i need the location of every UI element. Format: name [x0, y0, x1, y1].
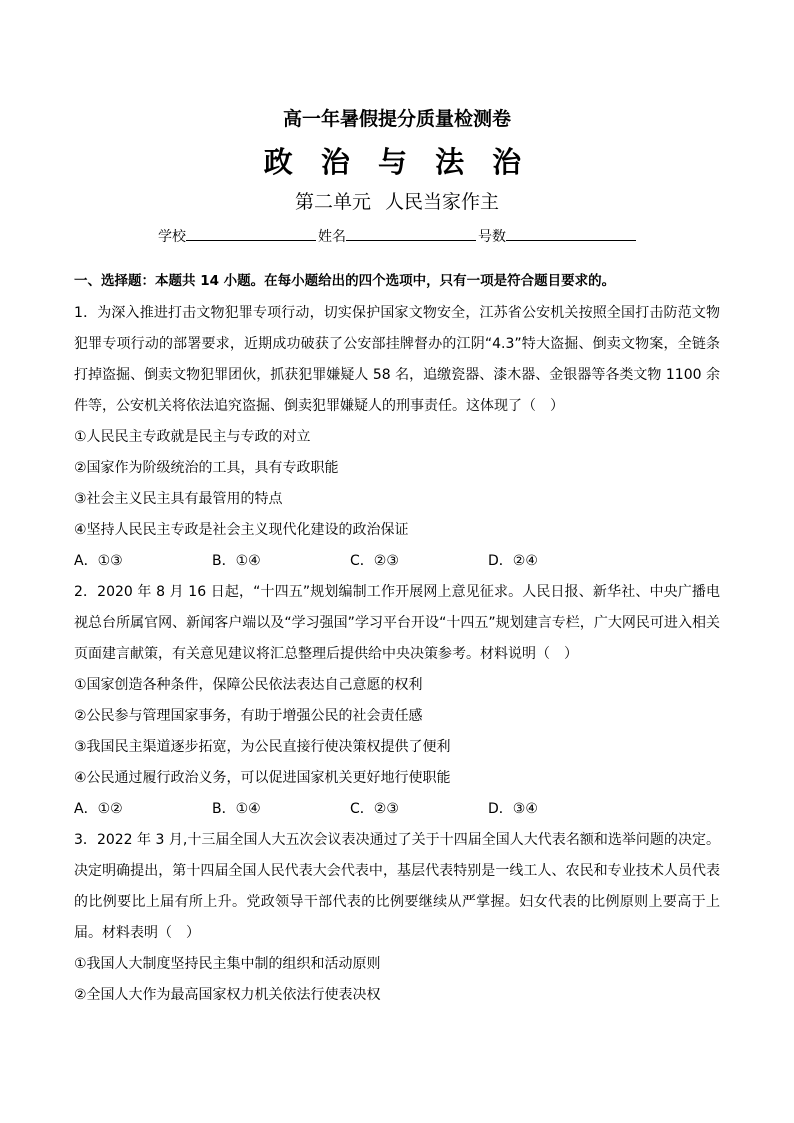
unit-name: 人民当家作主 [385, 191, 500, 213]
choice-b: B．①④ [212, 553, 261, 569]
question-stem: 2．2020 年 8 月 16 日起，“十四五”规划编制工作开展网上意见征求。人民日报、新华社、中央广播电视总台所属官网、新闻客户端以及“学习强国”学习平台开设“十四五”规划建言专栏，广大网民可进入相关页面建言献策，有关意见建议将汇总整理后提供给中央决策参考。材料说明（ ） [74, 584, 720, 662]
statement-option: ④公民通过履行政治义务，可以促进国家机关更好地行使职能 [74, 770, 451, 786]
unit-title [0, 187, 794, 214]
question-section [74, 272, 720, 1011]
choice-a: A．①③ [74, 553, 123, 569]
name-blank[interactable] [346, 226, 476, 241]
question-stem: 3．2022 年 3 月,十三届全国人大五次会议表决通过了关于十四届全国人大代表名额和选举问题的决定。决定明确提出，第十四届全国人民代表大会代表中，基层代表特别是一线工人、农民和专业技术人员代表的比例要比上届有所上升。党政领导干部代表的比例要继续从严掌握。妇女代表的比例原则上要高于上届。材料表明（ ） [74, 832, 720, 941]
choice-d: D．②④ [488, 553, 538, 569]
statement-option: ②公民参与管理国家事务，有助于增强公民的社会责任感 [74, 708, 423, 724]
choice-c: C．②③ [350, 801, 399, 817]
student-info-row [158, 226, 638, 246]
statement-option: ③我国民主渠道逐步拓宽，为公民直接行使决策权提供了便利 [74, 739, 451, 755]
statement-option: ①我国人大制度坚持民主集中制的组织和活动原则 [74, 956, 381, 972]
statement-option: ④坚持人民民主专政是社会主义现代化建设的政治保证 [74, 522, 409, 538]
question-1 [74, 298, 720, 577]
number-label: 号数 [478, 229, 506, 245]
question-stem: 1．为深入推进打击文物犯罪专项行动，切实保护国家文物安全，江苏省公安机关按照全国打击防范文物犯罪专项行动的部署要求，近期成功破获了公安部挂牌督办的江阴“4.3”特大盗掘、倒卖文物案，全链条打掉盗掘、倒卖文物犯罪团伙，抓获犯罪嫌疑人 58 名，追缴瓷器、漆木器、金银器等各类文物 1100 余件等，公安机关将依法追究盗掘、倒卖犯罪嫌疑人的刑事责任。这体现了（ ） [74, 305, 720, 414]
statement-option: ①人民民主专政就是民主与专政的对立 [74, 429, 311, 445]
choice-a: A．①② [74, 801, 123, 817]
exam-title: 高一年暑假提分质量检测卷 [282, 108, 511, 130]
statement-option: ②国家作为阶级统治的工具，具有专政职能 [74, 460, 339, 476]
choice-d: D．③④ [488, 801, 538, 817]
school-label: 学校 [158, 229, 186, 245]
section-heading: 一、选择题：本题共 14 小题。在每小题给出的四个选项中，只有一项是符合题目要求的。 [74, 273, 616, 289]
statement-option: ③社会主义民主具有最管用的特点 [74, 491, 283, 507]
number-blank[interactable] [506, 226, 636, 241]
unit-label: 第二单元 [294, 191, 371, 213]
choice-b: B．①④ [212, 801, 261, 817]
school-blank[interactable] [186, 226, 316, 241]
statement-option: ①国家创造各种条件，保障公民依法表达自己意愿的权利 [74, 677, 423, 693]
subject-title: 政 治 与 法 治 [263, 145, 531, 179]
choice-c: C．②③ [350, 553, 399, 569]
answer-choices [74, 546, 720, 577]
name-label: 姓名 [318, 229, 346, 245]
statement-option: ②全国人大作为最高国家权力机关依法行使表决权 [74, 987, 381, 1003]
answer-choices [74, 794, 720, 825]
question-2 [74, 577, 720, 825]
question-3 [74, 825, 720, 1011]
